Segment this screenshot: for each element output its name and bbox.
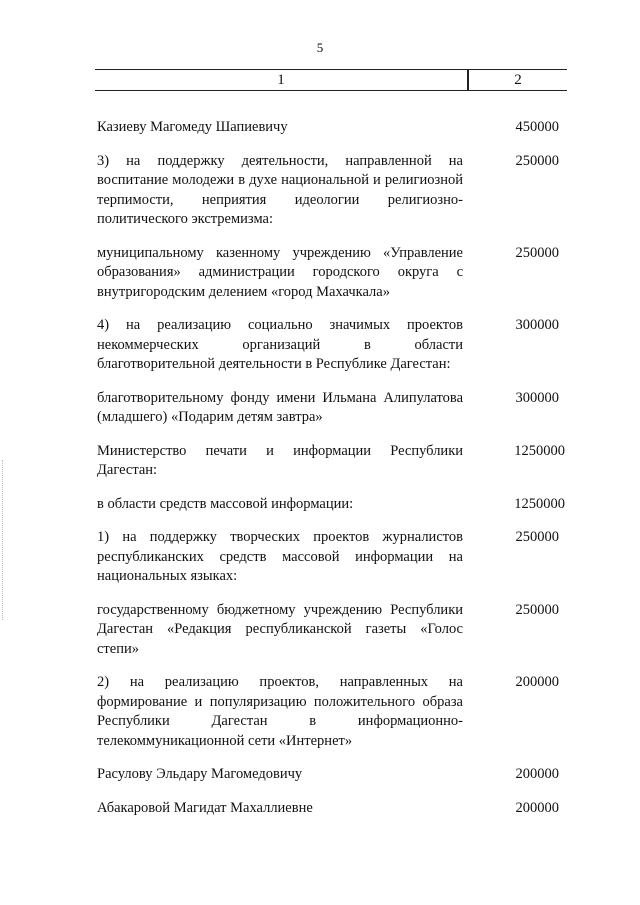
row-description: в области средств массовой информации: — [97, 495, 354, 512]
row-description: 2) на реализацию проектов, направленных на формирование и популяризацию положительного образа Республики Дагестан в информационно-телекоммуникационной сети «Интернет» — [97, 674, 463, 749]
row-amount: 200000 — [515, 799, 559, 816]
row-amount: 200000 — [515, 766, 559, 782]
table-row — [97, 442, 565, 481]
allocation-list — [97, 118, 565, 832]
table-row — [97, 673, 565, 751]
row-amount: 300000 — [515, 389, 559, 406]
row-amount: 450000 — [515, 119, 559, 135]
scan-edge-marks — [2, 460, 9, 620]
row-amount: 250000 — [515, 529, 559, 545]
page-number: 5 — [316, 40, 324, 55]
table-row — [97, 152, 565, 230]
table-header-col1: 1 — [95, 70, 469, 90]
row-description: Казиеву Магомеду Шапиевичу — [97, 119, 288, 135]
row-amount: 1250000 — [514, 442, 565, 459]
row-description: благотворительному фонду имени Ильмана Алипулатова (младшего) «Подарим детям завтра» — [97, 389, 463, 425]
row-amount: 250000 — [515, 244, 559, 261]
row-description: Расулову Эльдару Магомедовичу — [97, 766, 303, 782]
table-row — [97, 244, 565, 303]
row-description: 1) на поддержку творческих проектов журналистов республиканских средств массовой информации на национальных языках: — [97, 529, 463, 584]
row-description: 4) на реализацию социально значимых проектов некоммерческих организаций в области благотворительной деятельности в Республике Дагестан: — [97, 317, 463, 372]
table-row — [97, 389, 565, 428]
row-amount: 1250000 — [514, 495, 565, 512]
table-header-col2: 2 — [514, 72, 522, 88]
row-amount: 200000 — [515, 674, 559, 690]
table-row — [97, 495, 565, 515]
row-amount: 300000 — [515, 317, 559, 333]
table-row — [97, 528, 565, 587]
table-row — [97, 118, 565, 138]
table-row — [97, 601, 565, 660]
table-row — [97, 765, 565, 785]
row-description: Министерство печати и информации Республики Дагестан: — [97, 442, 463, 478]
table-header — [95, 69, 567, 91]
row-amount: 250000 — [515, 152, 559, 169]
row-description: 3) на поддержку деятельности, направленной на воспитание молодежи в духе национальной и религиозной терпимости, неприятия идеологии религиозно-политического экстремизма: — [97, 152, 463, 227]
row-description: Абакаровой Магидат Махаллиевне — [97, 799, 313, 816]
table-row — [97, 799, 565, 819]
row-description: государственному бюджетному учреждению Республики Дагестан «Редакция республиканской газеты «Голос степи» — [97, 601, 463, 657]
row-description: муниципальному казенному учреждению «Управление образования» администрации городского округа с внутригородским делением «город Махачкала» — [97, 244, 463, 300]
row-amount: 250000 — [515, 601, 559, 618]
table-row — [97, 316, 565, 375]
